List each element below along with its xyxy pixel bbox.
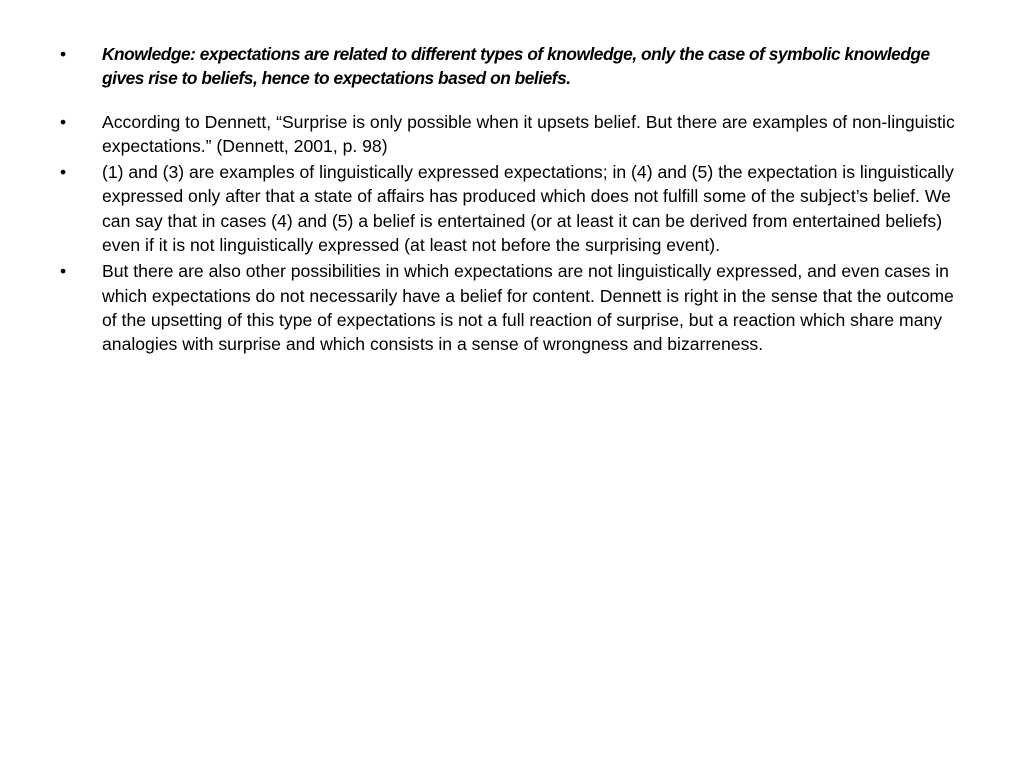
bullet-text: (1) and (3) are examples of linguistically expressed expectations; in (4) and (5) the expectation is linguistically expressed only after that a state of affairs has produced which does not fulfill some of the subject’s belief. We can say that in cases (4) and (5) a belief is entertained (or at least it can be derived from entertained beliefs) even if it is not linguistically expressed (at least not before the surprising event). — [102, 162, 954, 256]
bullet-list — [58, 42, 968, 359]
bullet-text: Knowledge: expectations are related to different types of knowledge, only the case of symbolic knowledge gives rise to beliefs, hence to expectations based on beliefs. — [102, 44, 930, 89]
bullet-text: According to Dennett, “Surprise is only possible when it upsets belief. But there are examples of non-linguistic expectations.” (Dennett, 2001, p. 98) — [102, 111, 955, 156]
bullet-marker: • — [60, 44, 67, 64]
bullet-text: But there are also other possibilities in which expectations are not linguistically expressed, and even cases in which expectations do not necessarily have a belief for content. Dennett is right in the sense that the outcome of the upsetting of this type of expectations is not a full reaction of surprise, but a reaction which share many analogies with surprise and which consists in a sense of wrongness and bizarreness. — [102, 261, 954, 355]
bullet-marker: • — [60, 261, 67, 282]
bullet-item-other-possibilities — [58, 259, 968, 356]
bullet-marker: • — [60, 111, 67, 132]
bullet-item-linguistic-expectations — [58, 160, 968, 257]
bullet-marker: • — [60, 162, 67, 183]
bullet-item-knowledge — [58, 42, 968, 91]
bullet-item-dennett-quote — [58, 110, 968, 159]
